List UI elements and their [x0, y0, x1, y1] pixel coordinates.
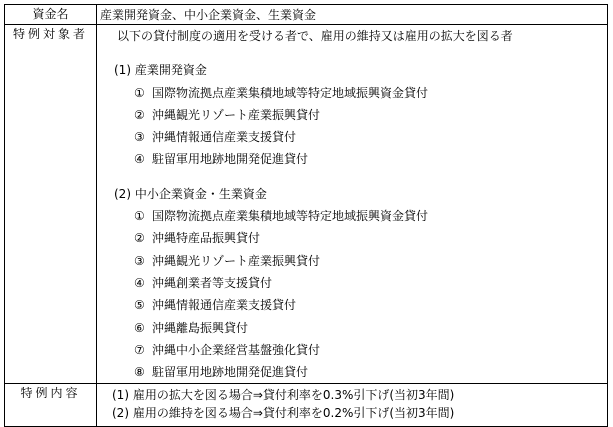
item-text: 沖縄特産品振興貸付	[152, 231, 261, 246]
special-label: 特例内容	[5, 384, 97, 427]
item-number: ⑦	[134, 342, 145, 357]
list-item	[97, 317, 607, 339]
list-item	[97, 250, 607, 272]
item-number: ⑧	[134, 365, 145, 380]
special-row	[5, 384, 608, 427]
item-number: ①	[134, 85, 145, 100]
item-text: 駐留軍用地跡地開発促進貸付	[152, 365, 309, 380]
item-text: 沖縄離島振興貸付	[152, 320, 249, 335]
list-item	[97, 339, 607, 361]
item-number: ⑥	[134, 320, 145, 335]
item-number: ⑤	[134, 298, 145, 313]
item-text: 国際物流拠点産業集積地域等特定地域振興資金貸付	[152, 85, 429, 100]
list-item	[97, 205, 607, 227]
item-text: 沖縄創業者等支援貸付	[152, 275, 273, 290]
list-item	[97, 294, 607, 316]
item-number: ④	[134, 275, 145, 290]
special-line: (2) 雇用の維持を図る場合⇒貸付利率を0.2%引下げ(当初3年間)	[112, 406, 455, 421]
item-text: 沖縄情報通信産業支援貸付	[152, 298, 297, 313]
item-number: ③	[134, 130, 145, 145]
list-item	[97, 272, 607, 294]
item-text: 沖縄観光リゾート産業振興貸付	[152, 107, 321, 122]
section-title: (1) 産業開発資金	[114, 63, 207, 78]
item-number: ④	[134, 152, 145, 167]
special-content	[97, 384, 608, 427]
target-content	[97, 25, 608, 384]
list-item	[97, 361, 607, 383]
item-text: 沖縄中小企業経営基盤強化貸付	[152, 342, 321, 357]
item-number: ①	[134, 209, 145, 224]
target-row	[5, 25, 608, 384]
item-number: ②	[134, 107, 145, 122]
list-item	[97, 148, 607, 170]
list-item	[97, 227, 607, 249]
special-line: (1) 雇用の拡大を図る場合⇒貸付利率を0.3%引下げ(当初3年間)	[112, 388, 455, 403]
section-title: (2) 中小企業資金・生業資金	[114, 186, 267, 201]
fund-name-row	[5, 5, 608, 25]
fund-name-value: 産業開発資金、中小企業資金、生業資金	[97, 5, 608, 25]
item-text: 沖縄観光リゾート産業振興貸付	[152, 253, 321, 268]
item-text: 駐留軍用地跡地開発促進貸付	[152, 152, 309, 167]
target-label: 特例対象者	[5, 25, 97, 384]
list-item	[97, 126, 607, 148]
list-item	[97, 104, 607, 126]
item-number: ②	[134, 231, 145, 246]
loan-special-provision-table	[4, 4, 608, 427]
target-intro: 以下の貸付制度の適用を受ける者で、雇用の維持又は雇用の拡大を図る者	[117, 29, 513, 43]
list-item	[97, 82, 607, 104]
item-text: 国際物流拠点産業集積地域等特定地域振興資金貸付	[152, 209, 429, 224]
item-number: ③	[134, 253, 145, 268]
fund-name-label: 資金名	[5, 5, 97, 25]
item-text: 沖縄情報通信産業支援貸付	[152, 130, 297, 145]
